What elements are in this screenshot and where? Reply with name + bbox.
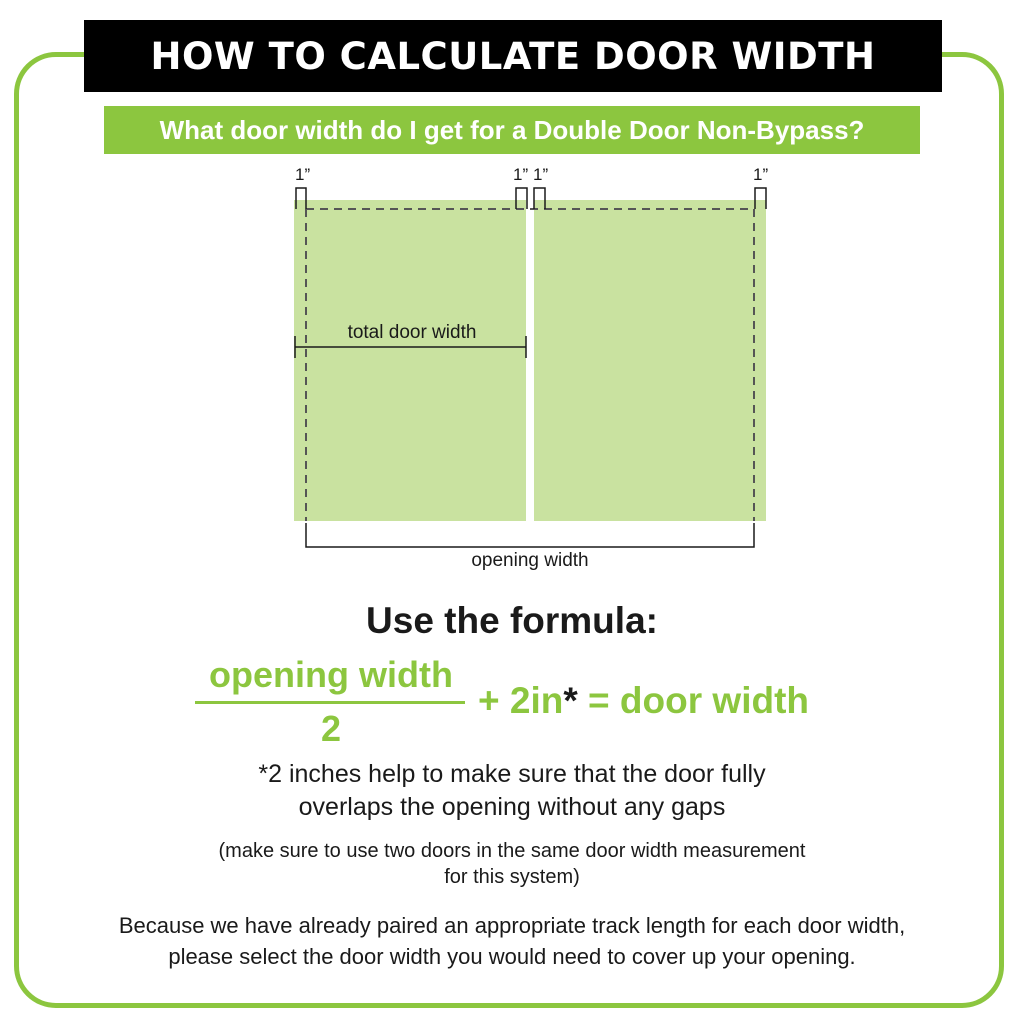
total-door-width-label: total door width (347, 322, 477, 343)
opening-width-bracket (306, 523, 754, 547)
formula-asterisk: * (563, 680, 578, 721)
left-door-panel (294, 200, 526, 521)
same-width-note-line1: (make sure to use two doors in the same door width measurement (218, 840, 806, 862)
selection-note (0, 910, 1024, 972)
selection-note-line2: please select the door width you would need to cover up your opening. (168, 944, 856, 969)
overlap-note (0, 758, 1024, 824)
formula-fraction (193, 654, 469, 750)
overlap-note-line1: *2 inches help to make sure that the door fully (258, 760, 766, 788)
formula-result: = door width (577, 680, 809, 721)
formula-remainder (478, 680, 809, 722)
page-subtitle: What door width do I get for a Double Door Non-Bypass? (159, 114, 865, 145)
right-door-panel (534, 200, 766, 521)
overlap-note-line2: overlaps the opening without any gaps (298, 793, 726, 821)
fraction-bar (195, 701, 465, 704)
overlap-label-center-left: 1” (513, 165, 529, 184)
formula-heading: Use the formula: (366, 600, 658, 641)
opening-width-label: opening width (471, 550, 589, 571)
overlap-label-center-right: 1” (533, 165, 549, 184)
fraction-denominator: 2 (320, 708, 342, 749)
same-width-note-line2: for this system) (444, 866, 580, 888)
overlap-label-right: 1” (753, 165, 769, 184)
page-title: HOW TO CALCULATE DOOR WIDTH (150, 34, 876, 78)
overlap-label-left: 1” (295, 165, 311, 184)
same-width-note (0, 838, 1024, 890)
formula-plus: + 2in (478, 680, 564, 721)
selection-note-line1: Because we have already paired an appropriate track length for each door width, (118, 913, 906, 938)
fraction-numerator: opening width (209, 654, 453, 695)
